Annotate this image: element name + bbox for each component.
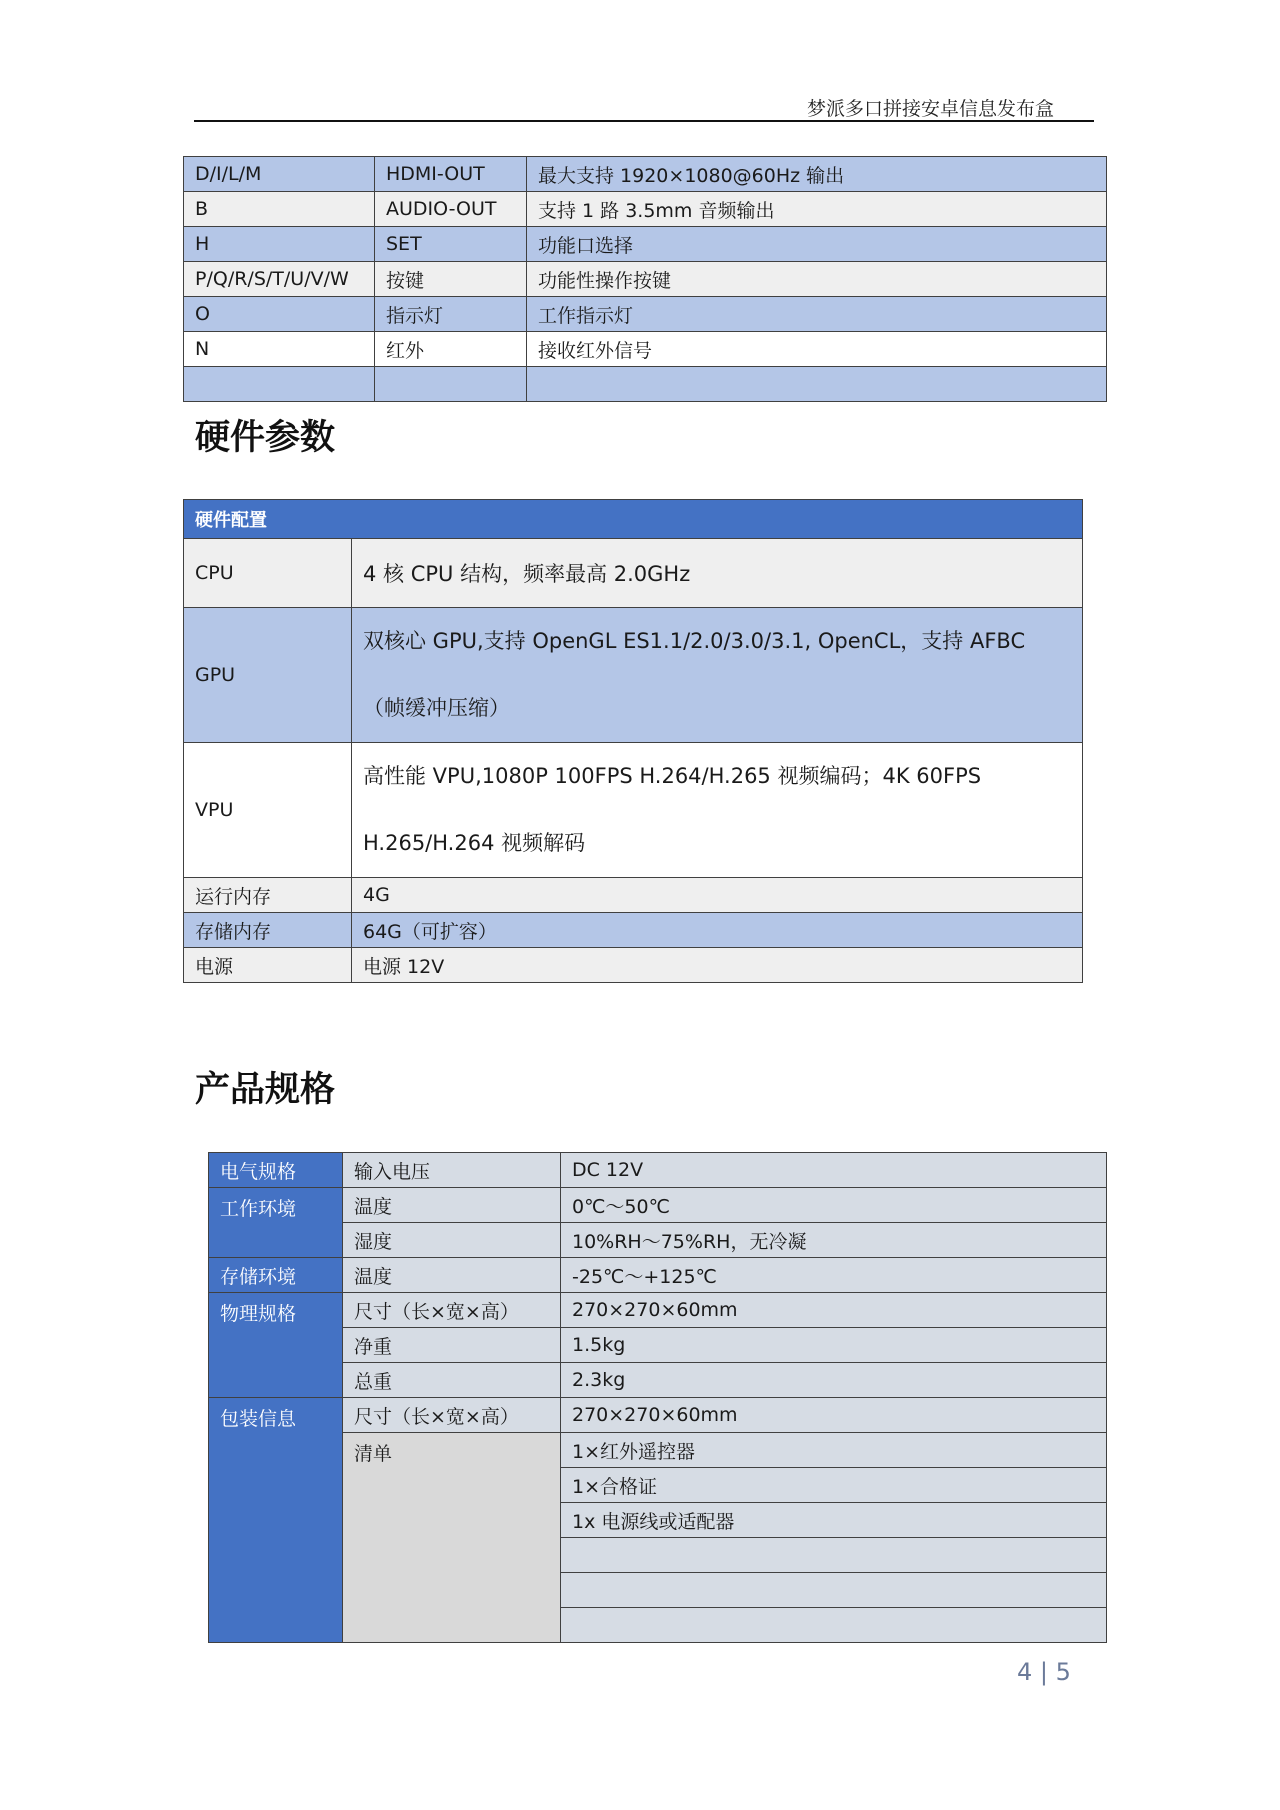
- specs-table: [208, 1152, 1107, 1643]
- port-name: HDMI-OUT: [375, 157, 527, 192]
- hw-value: 双核心 GPU,支持 OpenGL ES1.1/2.0/3.0/3.1, OpenCL，支持 AFBC（帧缓冲压缩）: [352, 608, 1083, 743]
- port-desc: 功能性操作按键: [527, 262, 1107, 297]
- table-row: [184, 297, 1107, 332]
- spec-item: 尺寸（长×宽×高）: [343, 1398, 561, 1433]
- hw-value: 4 核 CPU 结构，频率最高 2.0GHz: [352, 539, 1083, 608]
- spec-category: 包装信息: [209, 1398, 343, 1643]
- port-id: [184, 367, 375, 402]
- table-row: [209, 1223, 1107, 1258]
- port-name: SET: [375, 227, 527, 262]
- table-row: [184, 913, 1083, 948]
- spec-value: 2.3kg: [561, 1363, 1107, 1398]
- spec-value: 1x 电源线或适配器: [561, 1503, 1107, 1538]
- spec-item: 清单: [343, 1433, 561, 1643]
- spec-item: 温度: [343, 1258, 561, 1293]
- hw-label: 电源: [184, 948, 352, 983]
- table-row: [209, 1188, 1107, 1223]
- spec-value: 10%RH～75%RH，无冷凝: [561, 1223, 1107, 1258]
- table-row: [184, 332, 1107, 367]
- interface-table: [183, 156, 1107, 402]
- table-header-row: [184, 500, 1083, 539]
- header-title: 梦派多口拼接安卓信息发布盒: [806, 98, 1054, 120]
- table-row: [184, 539, 1083, 608]
- spec-value: -25℃～+125℃: [561, 1258, 1107, 1293]
- spec-value: 1×红外遥控器: [561, 1433, 1107, 1468]
- spec-item: 尺寸（长×宽×高）: [343, 1293, 561, 1328]
- spec-category: 存储环境: [209, 1258, 343, 1293]
- port-desc: 接收红外信号: [527, 332, 1107, 367]
- spec-value: [561, 1608, 1107, 1643]
- table-row: [184, 878, 1083, 913]
- port-id: N: [184, 332, 375, 367]
- hardware-section-title: 硬件参数: [195, 418, 336, 458]
- spec-item: 输入电压: [343, 1153, 561, 1188]
- spec-value: 270×270×60mm: [561, 1293, 1107, 1328]
- spec-category: 电气规格: [209, 1153, 343, 1188]
- port-id: P/Q/R/S/T/U/V/W: [184, 262, 375, 297]
- port-id: H: [184, 227, 375, 262]
- table-row: [209, 1433, 1107, 1468]
- port-desc: 最大支持 1920×1080@60Hz 输出: [527, 157, 1107, 192]
- port-desc: [527, 367, 1107, 402]
- port-name: 红外: [375, 332, 527, 367]
- table-row: [184, 948, 1083, 983]
- port-id: O: [184, 297, 375, 332]
- table-row: [209, 1363, 1107, 1398]
- port-desc: 支持 1 路 3.5mm 音频输出: [527, 192, 1107, 227]
- table-row: [184, 743, 1083, 878]
- port-id: B: [184, 192, 375, 227]
- port-desc: 功能口选择: [527, 227, 1107, 262]
- table-row: [209, 1258, 1107, 1293]
- table-row: [209, 1293, 1107, 1328]
- port-name: AUDIO-OUT: [375, 192, 527, 227]
- hw-value: 64G（可扩容）: [352, 913, 1083, 948]
- specs-section-title: 产品规格: [195, 1070, 336, 1110]
- port-name: [375, 367, 527, 402]
- spec-value: [561, 1573, 1107, 1608]
- header-rule: [194, 120, 1094, 122]
- spec-category: 物理规格: [209, 1293, 343, 1398]
- table-row: [184, 192, 1107, 227]
- spec-category: 工作环境: [209, 1188, 343, 1258]
- port-name: 指示灯: [375, 297, 527, 332]
- hw-label: GPU: [184, 608, 352, 743]
- hw-label: 存储内存: [184, 913, 352, 948]
- table-row: [184, 608, 1083, 743]
- spec-item: 净重: [343, 1328, 561, 1363]
- hw-value: 高性能 VPU,1080P 100FPS H.264/H.265 视频编码；4K 60FPS H.265/H.264 视频解码: [352, 743, 1083, 878]
- hardware-table-header: 硬件配置: [184, 500, 1083, 539]
- port-name: 按键: [375, 262, 527, 297]
- table-row: [209, 1328, 1107, 1363]
- hw-label: 运行内存: [184, 878, 352, 913]
- table-row: [184, 367, 1107, 402]
- hw-value: 4G: [352, 878, 1083, 913]
- spec-item: 湿度: [343, 1223, 561, 1258]
- spec-item: 总重: [343, 1363, 561, 1398]
- table-row: [184, 157, 1107, 192]
- hardware-table: [183, 499, 1083, 983]
- spec-value: 1×合格证: [561, 1468, 1107, 1503]
- page-number: 4 | 5: [1017, 1658, 1071, 1686]
- spec-value: 0℃～50℃: [561, 1188, 1107, 1223]
- port-id: D/I/L/M: [184, 157, 375, 192]
- table-row: [184, 227, 1107, 262]
- table-row: [184, 262, 1107, 297]
- spec-value: 270×270×60mm: [561, 1398, 1107, 1433]
- table-row: [209, 1398, 1107, 1433]
- hw-label: CPU: [184, 539, 352, 608]
- spec-item: 温度: [343, 1188, 561, 1223]
- hw-label: VPU: [184, 743, 352, 878]
- spec-value: [561, 1538, 1107, 1573]
- spec-value: 1.5kg: [561, 1328, 1107, 1363]
- hw-value: 电源 12V: [352, 948, 1083, 983]
- table-row: [209, 1153, 1107, 1188]
- port-desc: 工作指示灯: [527, 297, 1107, 332]
- spec-value: DC 12V: [561, 1153, 1107, 1188]
